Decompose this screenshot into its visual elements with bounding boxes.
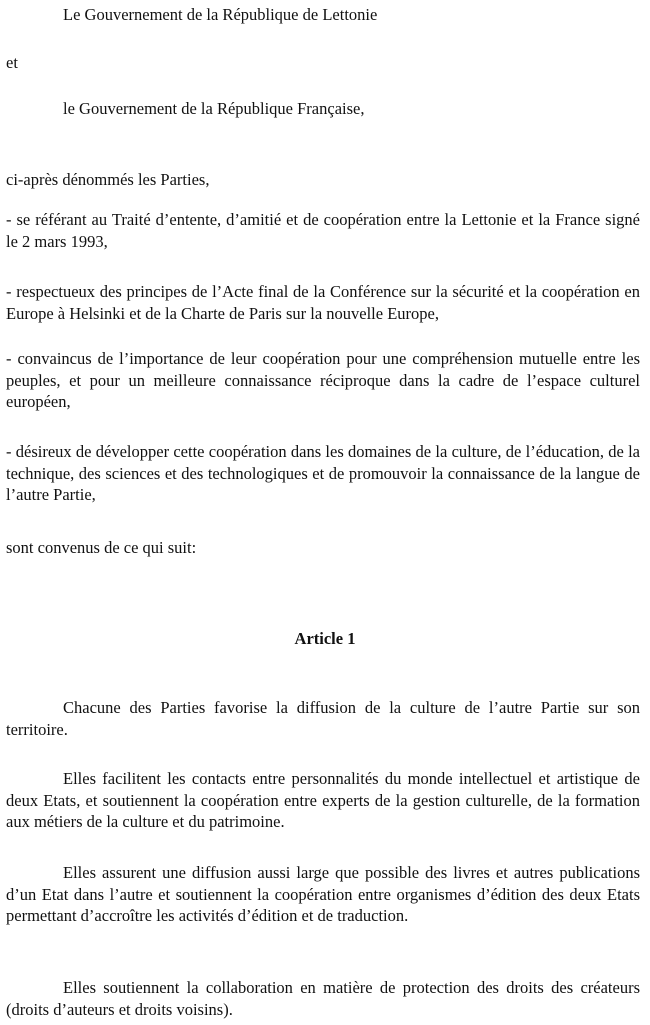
parties-designation: ci-après dénommés les Parties, <box>6 170 210 189</box>
party-france: le Gouvernement de la République Française, <box>63 99 365 118</box>
conjunction-et: et <box>6 53 18 72</box>
article-1-paragraph-4: Elles soutiennent la collaboration en matière de protection des droits des créateurs (droits d’auteurs et droits voisins). <box>6 978 640 1019</box>
recital-treaty: - se référant au Traité d’entente, d’amitié et de coopération entre la Lettonie et la France signé le 2 mars 1993, <box>6 210 640 251</box>
agreement-clause: sont convenus de ce qui suit: <box>6 538 197 557</box>
recital-development: - désireux de développer cette coopération dans les domaines de la culture, de l’éducation, de la technique, des sciences et des technologiques et de promouvoir la connaissance de la langue de l’autre Partie, <box>6 442 640 504</box>
recital-cooperation: - convaincus de l’importance de leur coopération pour une compréhension mutuelle entre les peuples, et pour un meilleure connaissance réciproque dans la cadre de l’espace culturel européen, <box>6 349 640 411</box>
article-1-paragraph-1: Chacune des Parties favorise la diffusion de la culture de l’autre Partie sur son territoire. <box>6 698 640 739</box>
party-latvia: Le Gouvernement de la République de Lettonie <box>63 5 378 24</box>
article-1-paragraph-2: Elles facilitent les contacts entre personnalités du monde intellectuel et artistique de deux Etats, et soutiennent la coopération entre experts de la gestion culturelle, de la formation aux métiers de la culture et du patrimoine. <box>6 769 640 831</box>
article-1-heading: Article 1 <box>294 629 356 648</box>
recital-helsinki: - respectueux des principes de l’Acte final de la Conférence sur la sécurité et la coopération en Europe à Helsinki et de la Charte de Paris sur la nouvelle Europe, <box>6 282 640 323</box>
article-1-paragraph-3: Elles assurent une diffusion aussi large que possible des livres et autres publications d’un Etat dans l’autre et soutiennent la coopération entre organismes d’édition des deux Etats permettant d’accroître les activités d’édition et de traduction. <box>6 863 640 925</box>
